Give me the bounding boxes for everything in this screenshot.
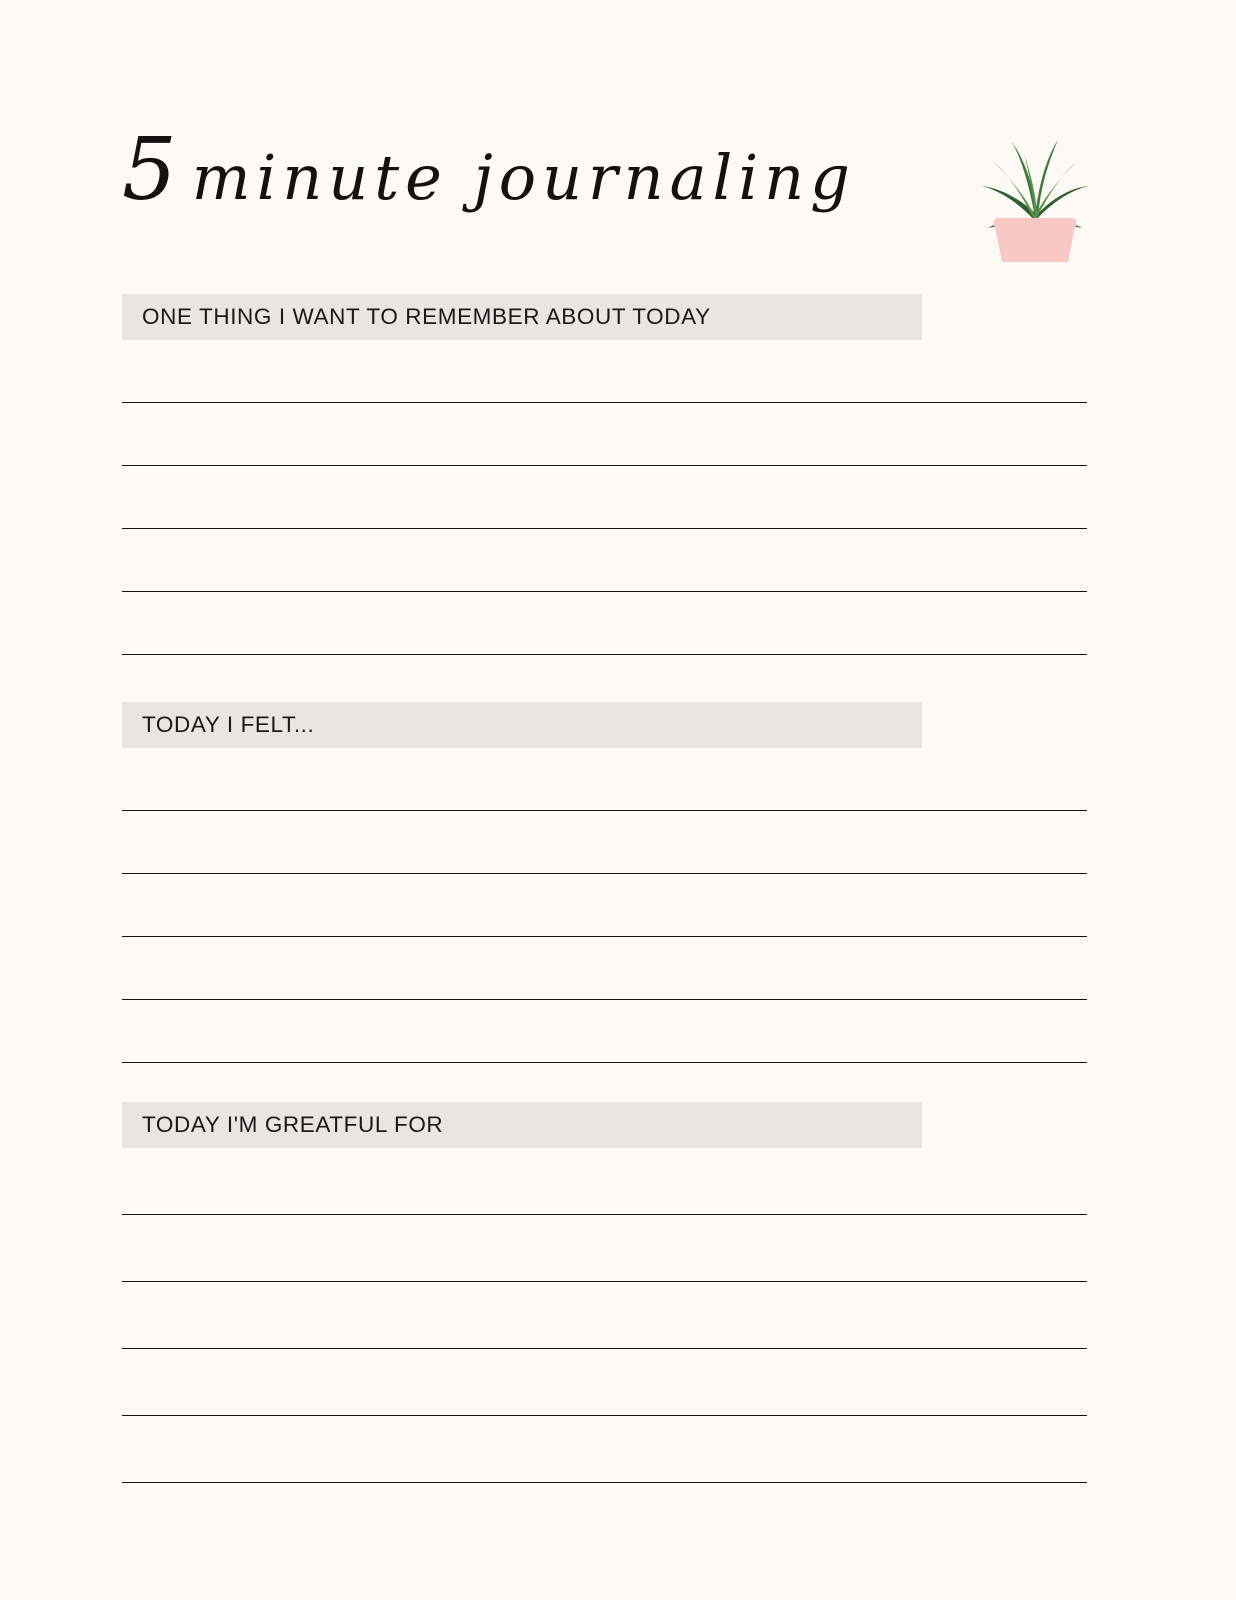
- title-text: [122, 120, 922, 220]
- title-number: 5: [122, 120, 178, 220]
- section-heading-label: TODAY I'M GREATFUL FOR: [142, 1112, 444, 1137]
- writing-line[interactable]: [122, 1148, 1087, 1215]
- writing-line[interactable]: [122, 937, 1087, 1000]
- writing-line[interactable]: [122, 1282, 1087, 1349]
- writing-line[interactable]: [122, 466, 1087, 529]
- writing-line[interactable]: [122, 592, 1087, 655]
- title-rest: minute journaling: [191, 141, 856, 214]
- writing-line[interactable]: [122, 403, 1087, 466]
- writing-line[interactable]: [122, 529, 1087, 592]
- writing-line[interactable]: [122, 748, 1087, 811]
- writing-line[interactable]: [122, 1215, 1087, 1282]
- page-title: [122, 120, 922, 270]
- writing-line[interactable]: [122, 1416, 1087, 1483]
- writing-line[interactable]: [122, 811, 1087, 874]
- writing-line[interactable]: [122, 1000, 1087, 1063]
- writing-line[interactable]: [122, 1349, 1087, 1416]
- writing-lines-felt[interactable]: [122, 748, 1087, 1063]
- writing-lines-grateful[interactable]: [122, 1148, 1087, 1483]
- potted-plant-icon: [960, 110, 1110, 265]
- writing-lines-remember[interactable]: [122, 340, 1087, 655]
- section-heading-label: TODAY I FELT...: [142, 712, 315, 737]
- writing-line[interactable]: [122, 874, 1087, 937]
- section-heading-grateful: [122, 1102, 922, 1148]
- section-heading-felt: [122, 702, 922, 748]
- section-heading-remember: [122, 294, 922, 340]
- section-heading-label: ONE THING I WANT TO REMEMBER ABOUT TODAY: [142, 304, 711, 329]
- writing-line[interactable]: [122, 340, 1087, 403]
